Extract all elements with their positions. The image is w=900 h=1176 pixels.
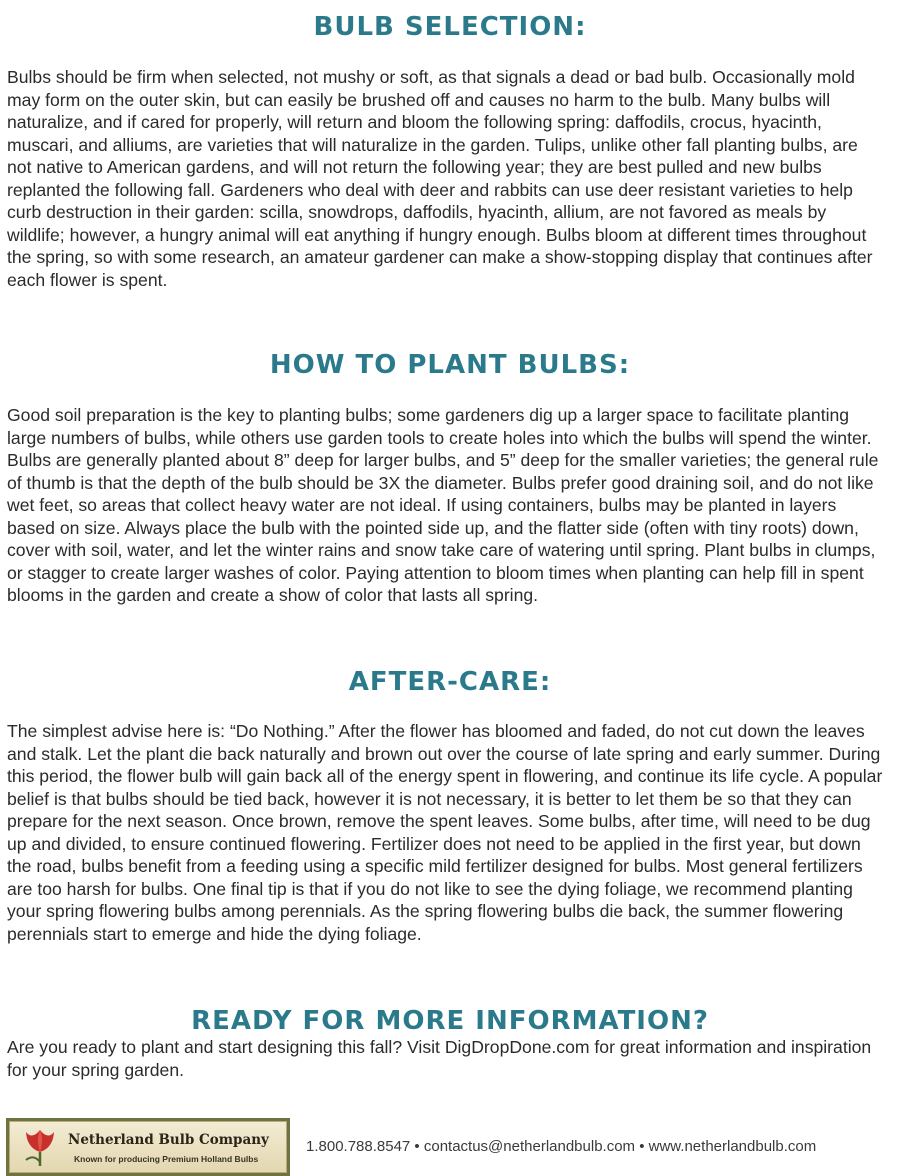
section-body-how-to-plant: Good soil preparation is the key to planting bulbs; some gardeners dig up a larger space to facilitate planting large numbers of bulbs, while others use garden tools to create holes into which the bulbs will spend the winter. Bulbs are generally planted about 8” deep for larger bulbs, and 5” deep for the smaller varieties; the general rule of thumb is that the depth of the bulb should be 3X the diameter. Bulbs prefer good draining soil, and do not like wet feet, so areas that collect heavy water are not ideal. If using containers, bulbs may be planted in layers based on size. Always place the bulb with the pointed side up, and the flatter side (often with tiny roots) down, cover with soil, water, and let the winter rains and snow take care of watering until spring. Plant bulbs in clumps, or stagger to create larger washes of color. Paying attention to bloom times when planting can help fill in spent blooms in the garden and create a show of color that lasts all spring.	[7, 405, 879, 605]
section-title-after-care: AFTER-CARE:	[348, 667, 552, 697]
section-title-bulb-selection: BULB SELECTION:	[313, 12, 587, 42]
logo-panel	[9, 1121, 287, 1173]
section-title-how-to-plant: HOW TO PLANT BULBS:	[269, 350, 631, 380]
company-logo[interactable]	[6, 1118, 290, 1176]
company-name: Netherland Bulb Company	[68, 1132, 269, 1148]
section-title-more-information: READY FOR MORE INFORMATION?	[191, 1006, 709, 1036]
tulip-icon	[18, 1126, 62, 1170]
contact-info[interactable]: 1.800.788.8547 • contactus@netherlandbulb.com • www.netherlandbulb.com	[306, 1138, 817, 1155]
section-body-more-information: Are you ready to plant and start designing this fall? Visit DigDropDone.com for great information and inspiration for your spring garden.	[7, 1037, 872, 1080]
section-body-bulb-selection: Bulbs should be firm when selected, not mushy or soft, as that signals a dead or bad bulb. Occasionally mold may form on the outer skin, but can easily be brushed off and causes no harm to the bulb. Many bulbs will naturalize, and if cared for properly, will return and bloom the following spring: daffodils, crocus, hyacinth, muscari, and alliums, are varieties that will naturalize in the garden. Tulips, unlike other fall planting bulbs, are not native to American gardens, and will not return the following year; they are best pulled and new bulbs replanted the following fall. Gardeners who deal with deer and rabbits can use deer resistant varieties to help curb destruction in their garden: scilla, snowdrops, daffodils, hyacinth, allium, are not favored as meals by wildlife; however, a hungry animal will eat anything if hungry enough. Bulbs bloom at different times throughout the spring, so with some research, an amateur gardener can make a show-stopping display that continues after each flower is spent.	[7, 67, 873, 290]
footer	[0, 1116, 900, 1176]
company-tagline: Known for producing Premium Holland Bulbs	[74, 1154, 259, 1164]
section-body-after-care: The simplest advise here is: “Do Nothing.” After the flower has bloomed and faded, do not cut down the leaves and stalk. Let the plant die back naturally and brown out over the course of late spring and early summer. During this period, the flower bulb will gain back all of the energy spent in flowering, and continue its life cycle. A popular belief is that bulbs should be tied back, however it is not necessary, it is better to let them be so that they can prepare for the next season. Once brown, remove the spent leaves. Some bulbs, after time, will need to be dug up and divided, to ensure continued flowering. Fertilizer does not need to be applied in the first year, but down the road, bulbs benefit from a feeding using a specific mild fertilizer designed for bulbs. Most general fertilizers are too harsh for bulbs. One final tip is that if you do not like to see the dying foliage, we recommend planting your spring flowering bulbs among perennials. As the spring flowering bulbs die back, the summer flowering perennials start to emerge and hide the dying foliage.	[7, 721, 883, 944]
